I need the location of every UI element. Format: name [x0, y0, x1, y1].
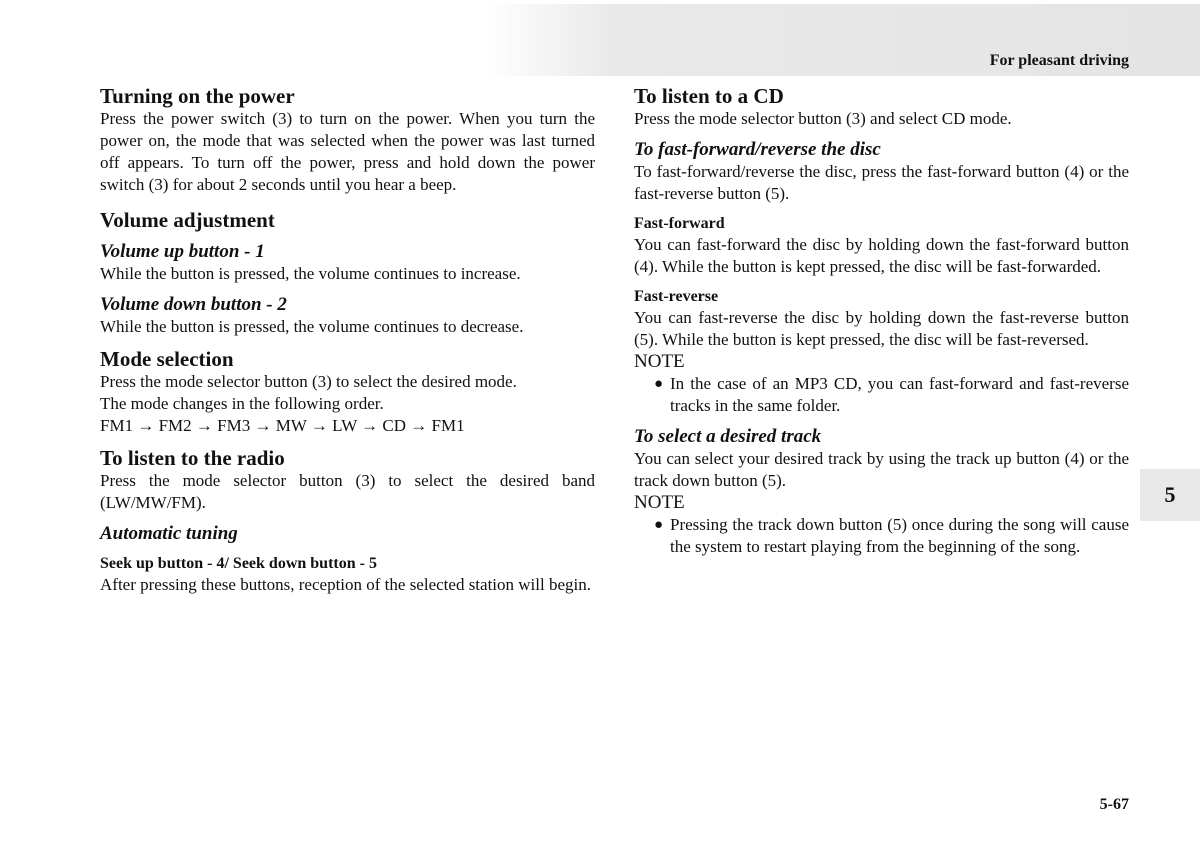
- volume-up-body: While the button is pressed, the volume continues to increase.: [100, 264, 521, 283]
- volume-down-body: While the button is pressed, the volume continues to decrease.: [100, 317, 524, 336]
- cd-body: Press the mode selector button (3) and select CD mode.: [634, 109, 1012, 128]
- bullet-icon: ●: [654, 517, 664, 533]
- note-item: [634, 373, 1129, 417]
- note-text: In the case of an MP3 CD, you can fast-forward and fast-reverse tracks in the same folder.: [670, 374, 1129, 415]
- volume-down-heading: Volume down button - 2: [100, 294, 287, 315]
- radio-body: Press the mode selector button (3) to select the desired band (LW/MW/FM).: [100, 471, 595, 512]
- page-number: 5-67: [1099, 796, 1129, 813]
- note-label: NOTE: [634, 351, 685, 372]
- chapter-tab: 5: [1140, 469, 1200, 521]
- cd-heading: To listen to a CD: [634, 84, 784, 108]
- volume-up-heading: Volume up button - 1: [100, 241, 265, 262]
- radio-heading: To listen to the radio: [100, 446, 285, 470]
- bullet-icon: ●: [654, 376, 664, 392]
- mode-body-line1: Press the mode selector button (3) to select the desired mode.: [100, 372, 517, 391]
- fast-forward-reverse-body: To fast-forward/reverse the disc, press the fast-forward button (4) or the fast-reverse button (5).: [634, 162, 1129, 203]
- right-column: [634, 84, 1129, 558]
- select-track-heading: To select a desired track: [634, 426, 822, 447]
- mode-heading: Mode selection: [100, 347, 234, 371]
- running-head: For pleasant driving: [989, 52, 1129, 69]
- select-track-body: You can select your desired track by using the track up button (4) or the track down button (5).: [634, 449, 1129, 490]
- fast-forward-reverse-heading: To fast-forward/reverse the disc: [634, 139, 881, 160]
- note-text: Pressing the track down button (5) once during the song will cause the system to restart playing from the beginning of the song.: [670, 515, 1129, 556]
- fast-reverse-body: You can fast-reverse the disc by holding down the fast-reverse button (5). While the button is kept pressed, the disc will be fast-reversed.: [634, 308, 1129, 349]
- fast-reverse-heading: Fast-reverse: [634, 288, 719, 305]
- seek-body: After pressing these buttons, reception of the selected station will begin.: [100, 575, 591, 594]
- fast-forward-heading: Fast-forward: [634, 215, 725, 232]
- note-item: [634, 514, 1129, 558]
- fast-forward-body: You can fast-forward the disc by holding down the fast-forward button (4). While the button is kept pressed, the disc will be fast-forwarded.: [634, 235, 1129, 276]
- power-body: Press the power switch (3) to turn on the power. When you turn the power on, the mode that was selected when the power was last turned off appears. To turn off the power, press and hold down the power switch (3) for about 2 seconds until you hear a beep.: [100, 109, 595, 194]
- seek-heading: Seek up button - 4/ Seek down button - 5: [100, 555, 377, 572]
- mode-sequence: FM1 → FM2 → FM3 → MW → LW → CD → FM1: [100, 416, 465, 435]
- power-heading: Turning on the power: [100, 84, 295, 108]
- mode-body-line2: The mode changes in the following order.: [100, 394, 384, 413]
- note-label: NOTE: [634, 492, 685, 513]
- volume-heading: Volume adjustment: [100, 208, 275, 232]
- left-column: [100, 84, 595, 596]
- automatic-tuning-heading: Automatic tuning: [100, 523, 238, 544]
